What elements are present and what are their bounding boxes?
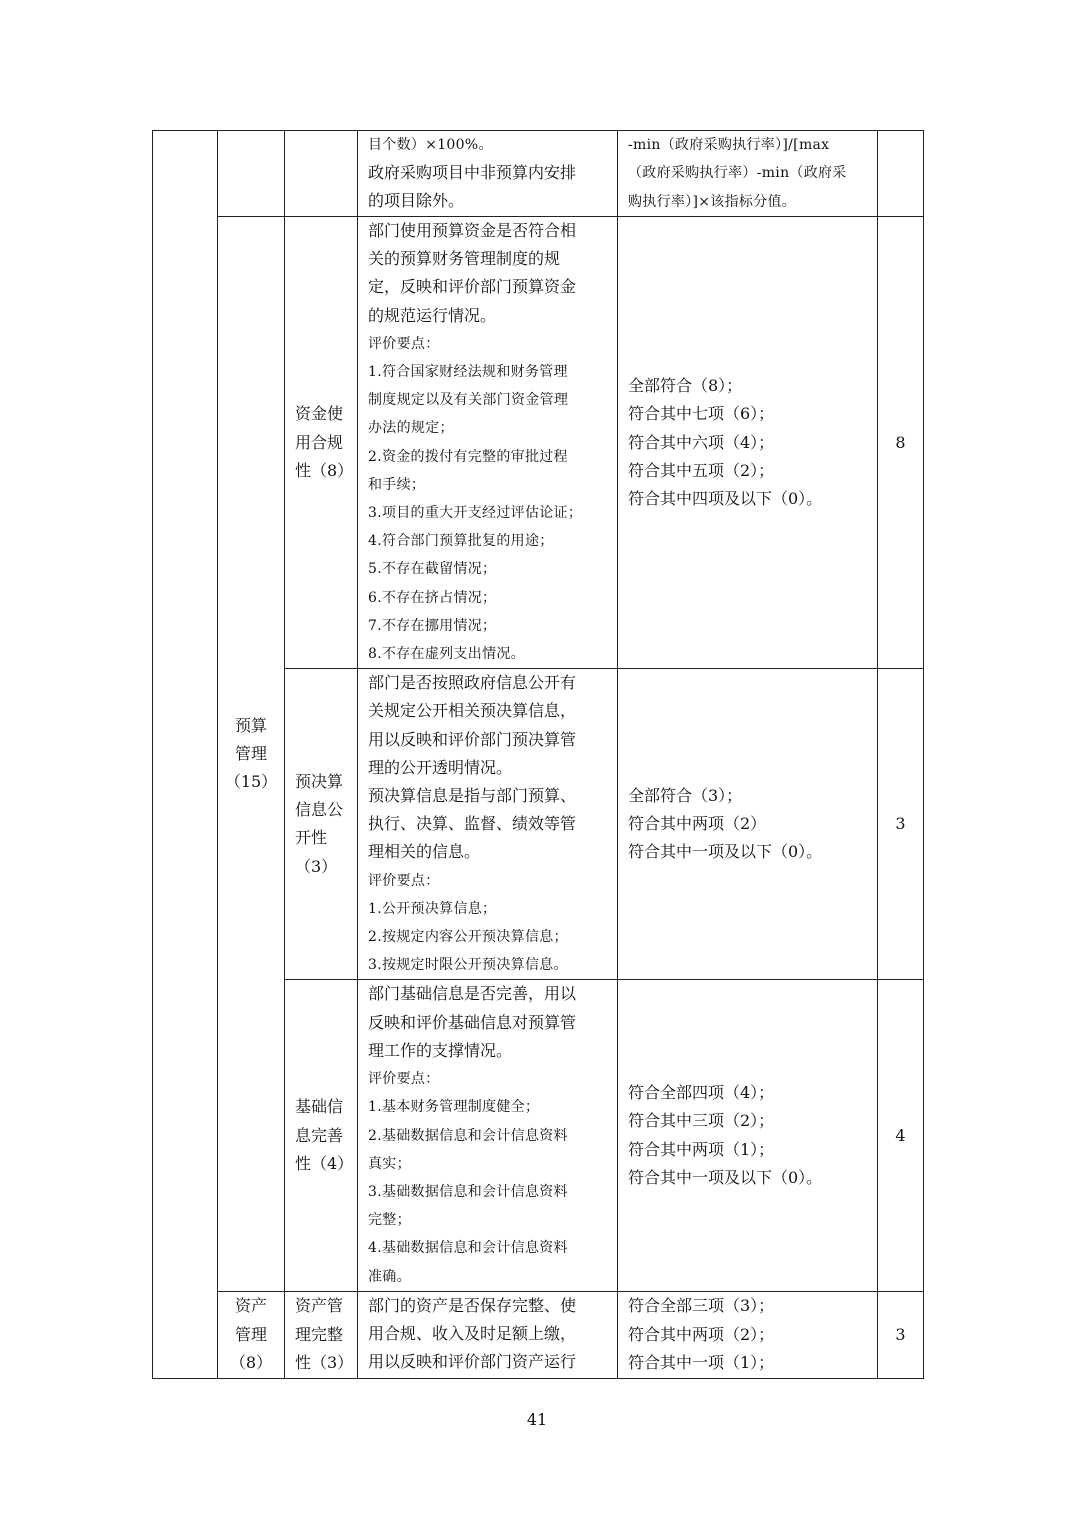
text-line: 部门是否按照政府信息公开有	[368, 673, 577, 693]
text-line: 符合其中两项（1）；	[628, 1139, 775, 1159]
level3-cell-asset-integrity	[285, 1291, 358, 1378]
score-cell	[878, 131, 924, 217]
text-line: 评价要点：	[368, 1071, 440, 1088]
indicator-table	[152, 130, 924, 1379]
score-cell: 3	[878, 1291, 924, 1378]
text-line: 的项目除外。	[368, 191, 465, 211]
text-line: 预算	[234, 715, 267, 735]
level2-cell-asset	[218, 1291, 285, 1378]
text-line: 性（8）	[295, 460, 353, 480]
text-line: 3.按规定时限公开预决算信息。	[368, 957, 568, 974]
level3-cell-basic-info	[285, 980, 358, 1291]
text-line: 部门的资产是否保存完整、使	[368, 1295, 577, 1315]
score-cell: 4	[878, 980, 924, 1291]
text-line: （8）	[229, 1352, 273, 1372]
text-line: 政府采购项目中非预算内安排	[368, 163, 577, 183]
score-cell: 3	[878, 669, 924, 980]
text-line: 3.项目的重大开支经过评估论证；	[368, 505, 583, 522]
description-cell	[358, 669, 618, 980]
text-line: 用以反映和评价部门资产运行	[368, 1352, 577, 1372]
text-line: 用合规	[295, 432, 344, 452]
page-number: 41	[526, 1410, 548, 1429]
text-line: 2.基础数据信息和会计信息资料	[368, 1127, 568, 1144]
text-line: 4.基础数据信息和会计信息资料	[368, 1240, 568, 1257]
text-line: 1.公开预决算信息；	[368, 900, 497, 917]
text-line: 符合其中三项（2）；	[628, 1111, 775, 1131]
text-line: 预决算	[295, 771, 344, 791]
text-line: 资产管	[295, 1296, 344, 1316]
text-line: 目个数）×100%。	[368, 137, 493, 153]
text-line: 完整；	[368, 1212, 411, 1229]
text-line: 理相关的信息。	[368, 842, 481, 862]
text-line: （3）	[295, 856, 338, 876]
text-line: 管理	[234, 1324, 267, 1344]
text-line: 购执行率）]×该指标分值。	[628, 193, 797, 210]
description-cell	[358, 1291, 618, 1378]
level3-cell-budget-disclosure	[285, 669, 358, 980]
text-line: 关的预算财务管理制度的规	[368, 249, 561, 269]
text-line: 办法的规定；	[368, 420, 454, 437]
text-line: 资金使	[295, 404, 344, 424]
text-line: 5.不存在截留情况；	[368, 561, 497, 578]
level2-cell	[218, 131, 285, 217]
text-line: 的规范运行情况。	[368, 305, 497, 325]
scoring-rule-cell	[618, 217, 878, 669]
text-line: 符合其中一项（1）；	[628, 1352, 775, 1372]
text-line: 部门使用预算资金是否符合相	[368, 221, 577, 240]
text-line: 准确。	[368, 1268, 411, 1285]
scoring-rule-cell	[618, 131, 878, 217]
text-line: 4.符合部门预算批复的用途；	[368, 533, 554, 550]
text-line: 制度规定以及有关部门资金管理	[368, 392, 569, 409]
text-line: 基础信	[295, 1097, 344, 1117]
text-line: 符合全部四项（4）；	[628, 1083, 775, 1103]
text-line: 符合其中四项及以下（0）。	[628, 488, 823, 508]
text-line: 符合其中一项及以下（0）。	[628, 1167, 823, 1187]
text-line: 1.基本财务管理制度健全；	[368, 1099, 540, 1116]
text-line: 符合其中五项（2）；	[628, 460, 775, 480]
text-line: 7.不存在挪用情况；	[368, 617, 497, 634]
text-line: 6.不存在挤占情况；	[368, 589, 497, 606]
text-line: 符合其中六项（4）；	[628, 432, 775, 452]
level3-cell-fund-compliance	[285, 217, 358, 669]
scoring-rule-cell	[618, 980, 878, 1291]
text-line: 管理	[234, 743, 267, 763]
scoring-rule-cell	[618, 669, 878, 980]
description-cell	[358, 131, 618, 217]
level3-cell	[285, 131, 358, 217]
text-line: 性（4）	[295, 1153, 353, 1173]
text-line: 符合其中一项及以下（0）。	[628, 842, 823, 862]
text-line: 符合其中两项（2）	[628, 814, 767, 834]
description-cell	[358, 217, 618, 669]
description-cell	[358, 980, 618, 1291]
text-line: （政府采购执行率）-min（政府采	[628, 165, 847, 182]
text-line: 性（3）	[295, 1352, 353, 1372]
text-line: 符合全部三项（3）；	[628, 1296, 775, 1316]
text-line: 执行、决算、监督、绩效等管	[368, 814, 577, 834]
level2-cell-budget	[218, 217, 285, 1292]
text-line: 8.不存在虚列支出情况。	[368, 646, 525, 663]
text-line: 部门基础信息是否完善，用以	[368, 984, 577, 1004]
text-line: 反映和评价基础信息对预算管	[368, 1012, 577, 1032]
text-line: 2.按规定内容公开预决算信息；	[368, 929, 568, 946]
text-line: 评价要点：	[368, 335, 440, 352]
text-line: 用以反映和评价部门预决算管	[368, 729, 577, 749]
text-line: 全部符合（8）；	[628, 376, 743, 396]
text-line: 预决算信息是指与部门预算、	[368, 786, 577, 806]
text-line: 全部符合（3）；	[628, 786, 743, 806]
text-line: 2.资金的拨付有完整的审批过程	[368, 448, 568, 465]
text-line: 理完整	[295, 1324, 344, 1344]
text-line: 用合规、收入及时足额上缴，	[368, 1323, 577, 1343]
text-line: 开性	[295, 828, 328, 848]
text-line: 资产	[234, 1296, 267, 1316]
text-line: -min（政府采购执行率）]/[max	[628, 137, 830, 154]
text-line: 和手续；	[368, 476, 426, 493]
text-line: 信息公	[295, 800, 344, 820]
text-line: 评价要点：	[368, 872, 440, 889]
text-line: 定，反映和评价部门预算资金	[368, 277, 577, 297]
text-line: 3.基础数据信息和会计信息资料	[368, 1183, 568, 1200]
table-row	[153, 131, 924, 217]
text-line: 理工作的支撑情况。	[368, 1040, 513, 1060]
scoring-rule-cell	[618, 1291, 878, 1378]
text-line: 理的公开透明情况。	[368, 757, 513, 777]
table-row	[153, 1291, 924, 1378]
text-line: 1.符合国家财经法规和财务管理	[368, 364, 568, 381]
text-line: 关规定公开相关预决算信息，	[368, 701, 577, 721]
score-cell: 8	[878, 217, 924, 669]
text-line: （15）	[224, 771, 278, 791]
text-line: 真实；	[368, 1155, 411, 1172]
text-line: 符合其中七项（6）；	[628, 404, 775, 424]
level1-cell	[153, 131, 218, 1379]
text-line: 符合其中两项（2）；	[628, 1324, 775, 1344]
table-row	[153, 217, 924, 669]
text-line: 息完善	[295, 1125, 344, 1145]
